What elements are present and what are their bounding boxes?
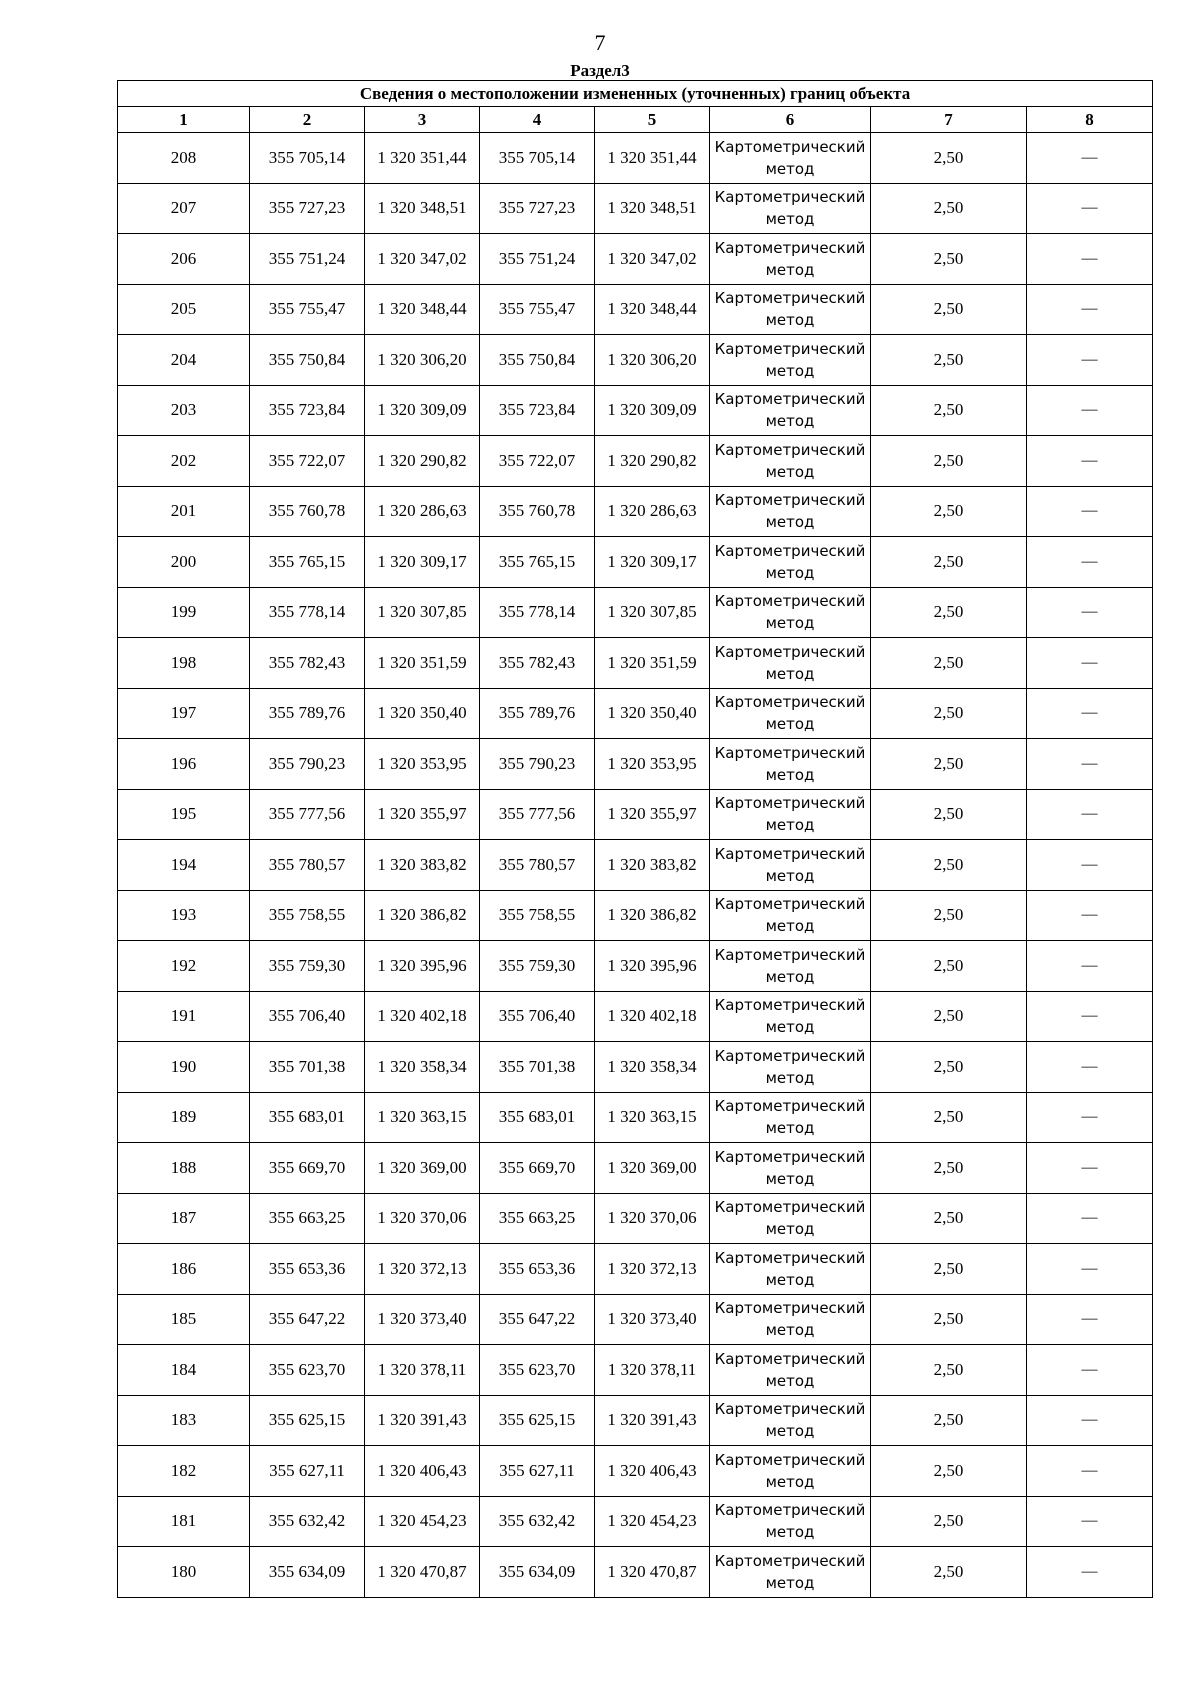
x-coordinate-new-cell: 355 750,84 [480,335,595,386]
method-cell: Картометрический метод [710,1547,871,1598]
x-coordinate-new-cell: 355 701,38 [480,1042,595,1093]
boundary-coordinates-table [117,80,1153,1598]
point-number-cell: 190 [118,1042,250,1093]
point-number-cell: 195 [118,789,250,840]
method-cell: Картометрический метод [710,1244,871,1295]
x-coordinate-cell: 355 778,14 [250,587,365,638]
x-coordinate-new-cell: 355 777,56 [480,789,595,840]
x-coordinate-new-cell: 355 683,01 [480,1092,595,1143]
x-coordinate-new-cell: 355 782,43 [480,638,595,689]
y-coordinate-cell: 1 320 470,87 [365,1547,480,1598]
accuracy-cell: 2,50 [871,133,1027,184]
point-number-cell: 200 [118,537,250,588]
y-coordinate-new-cell: 1 320 353,95 [595,739,710,790]
x-coordinate-cell: 355 625,15 [250,1395,365,1446]
x-coordinate-new-cell: 355 723,84 [480,385,595,436]
y-coordinate-cell: 1 320 286,63 [365,486,480,537]
method-cell: Картометрический метод [710,1395,871,1446]
point-number-cell: 196 [118,739,250,790]
x-coordinate-cell: 355 722,07 [250,436,365,487]
x-coordinate-new-cell: 355 751,24 [480,234,595,285]
x-coordinate-new-cell: 355 760,78 [480,486,595,537]
y-coordinate-cell: 1 320 372,13 [365,1244,480,1295]
accuracy-cell: 2,50 [871,284,1027,335]
point-number-cell: 197 [118,688,250,739]
method-cell: Картометрический метод [710,789,871,840]
x-coordinate-cell: 355 759,30 [250,941,365,992]
method-cell: Картометрический метод [710,638,871,689]
note-cell: — [1027,1294,1153,1345]
x-coordinate-new-cell: 355 778,14 [480,587,595,638]
method-cell: Картометрический метод [710,1193,871,1244]
note-cell: — [1027,436,1153,487]
table-row [118,739,1153,790]
x-coordinate-new-cell: 355 758,55 [480,890,595,941]
point-number-cell: 194 [118,840,250,891]
y-coordinate-cell: 1 320 370,06 [365,1193,480,1244]
table-row [118,789,1153,840]
x-coordinate-cell: 355 750,84 [250,335,365,386]
accuracy-cell: 2,50 [871,1345,1027,1396]
y-coordinate-new-cell: 1 320 395,96 [595,941,710,992]
point-number-cell: 201 [118,486,250,537]
x-coordinate-cell: 355 669,70 [250,1143,365,1194]
x-coordinate-cell: 355 632,42 [250,1496,365,1547]
column-number: 6 [710,107,871,133]
note-cell: — [1027,587,1153,638]
point-number-cell: 188 [118,1143,250,1194]
y-coordinate-cell: 1 320 383,82 [365,840,480,891]
x-coordinate-new-cell: 355 706,40 [480,991,595,1042]
table-row [118,1294,1153,1345]
y-coordinate-cell: 1 320 406,43 [365,1446,480,1497]
table-row [118,1395,1153,1446]
method-cell: Картометрический метод [710,183,871,234]
x-coordinate-new-cell: 355 663,25 [480,1193,595,1244]
table-row [118,1042,1153,1093]
y-coordinate-new-cell: 1 320 286,63 [595,486,710,537]
column-number: 4 [480,107,595,133]
method-cell: Картометрический метод [710,1294,871,1345]
x-coordinate-new-cell: 355 759,30 [480,941,595,992]
point-number-cell: 208 [118,133,250,184]
point-number-cell: 193 [118,890,250,941]
accuracy-cell: 2,50 [871,1496,1027,1547]
x-coordinate-cell: 355 760,78 [250,486,365,537]
table-row [118,890,1153,941]
accuracy-cell: 2,50 [871,739,1027,790]
x-coordinate-new-cell: 355 722,07 [480,436,595,487]
method-cell: Картометрический метод [710,1042,871,1093]
y-coordinate-new-cell: 1 320 454,23 [595,1496,710,1547]
column-number: 1 [118,107,250,133]
accuracy-cell: 2,50 [871,890,1027,941]
point-number-cell: 189 [118,1092,250,1143]
x-coordinate-cell: 355 751,24 [250,234,365,285]
accuracy-cell: 2,50 [871,537,1027,588]
y-coordinate-new-cell: 1 320 347,02 [595,234,710,285]
method-cell: Картометрический метод [710,133,871,184]
point-number-cell: 185 [118,1294,250,1345]
x-coordinate-new-cell: 355 669,70 [480,1143,595,1194]
y-coordinate-new-cell: 1 320 383,82 [595,840,710,891]
point-number-cell: 191 [118,991,250,1042]
note-cell: — [1027,1496,1153,1547]
point-number-cell: 192 [118,941,250,992]
note-cell: — [1027,537,1153,588]
method-cell: Картометрический метод [710,537,871,588]
accuracy-cell: 2,50 [871,1042,1027,1093]
point-number-cell: 205 [118,284,250,335]
table-row [118,436,1153,487]
x-coordinate-cell: 355 663,25 [250,1193,365,1244]
method-cell: Картометрический метод [710,941,871,992]
method-cell: Картометрический метод [710,1345,871,1396]
y-coordinate-cell: 1 320 369,00 [365,1143,480,1194]
point-number-cell: 182 [118,1446,250,1497]
note-cell: — [1027,739,1153,790]
x-coordinate-cell: 355 706,40 [250,991,365,1042]
x-coordinate-new-cell: 355 647,22 [480,1294,595,1345]
table-body [118,133,1153,1598]
y-coordinate-new-cell: 1 320 372,13 [595,1244,710,1295]
accuracy-cell: 2,50 [871,1143,1027,1194]
note-cell: — [1027,941,1153,992]
method-cell: Картометрический метод [710,991,871,1042]
note-cell: — [1027,1244,1153,1295]
accuracy-cell: 2,50 [871,234,1027,285]
x-coordinate-cell: 355 789,76 [250,688,365,739]
accuracy-cell: 2,50 [871,789,1027,840]
x-coordinate-new-cell: 355 780,57 [480,840,595,891]
point-number-cell: 204 [118,335,250,386]
table-row [118,1092,1153,1143]
y-coordinate-new-cell: 1 320 309,17 [595,537,710,588]
note-cell: — [1027,486,1153,537]
note-cell: — [1027,1092,1153,1143]
y-coordinate-cell: 1 320 347,02 [365,234,480,285]
y-coordinate-new-cell: 1 320 309,09 [595,385,710,436]
note-cell: — [1027,1345,1153,1396]
point-number-cell: 186 [118,1244,250,1295]
method-cell: Картометрический метод [710,1143,871,1194]
table-row [118,1547,1153,1598]
table-row [118,1446,1153,1497]
y-coordinate-cell: 1 320 454,23 [365,1496,480,1547]
x-coordinate-new-cell: 355 705,14 [480,133,595,184]
y-coordinate-cell: 1 320 373,40 [365,1294,480,1345]
y-coordinate-cell: 1 320 351,59 [365,638,480,689]
table-row [118,234,1153,285]
note-cell: — [1027,688,1153,739]
x-coordinate-new-cell: 355 765,15 [480,537,595,588]
y-coordinate-cell: 1 320 306,20 [365,335,480,386]
y-coordinate-new-cell: 1 320 350,40 [595,688,710,739]
note-cell: — [1027,840,1153,891]
y-coordinate-cell: 1 320 358,34 [365,1042,480,1093]
point-number-cell: 203 [118,385,250,436]
accuracy-cell: 2,50 [871,991,1027,1042]
point-number-cell: 187 [118,1193,250,1244]
method-cell: Картометрический метод [710,385,871,436]
y-coordinate-new-cell: 1 320 386,82 [595,890,710,941]
y-coordinate-new-cell: 1 320 358,34 [595,1042,710,1093]
method-cell: Картометрический метод [710,587,871,638]
y-coordinate-new-cell: 1 320 470,87 [595,1547,710,1598]
y-coordinate-cell: 1 320 378,11 [365,1345,480,1396]
point-number-cell: 207 [118,183,250,234]
column-number: 3 [365,107,480,133]
note-cell: — [1027,133,1153,184]
x-coordinate-new-cell: 355 755,47 [480,284,595,335]
note-cell: — [1027,1193,1153,1244]
y-coordinate-new-cell: 1 320 348,51 [595,183,710,234]
accuracy-cell: 2,50 [871,1294,1027,1345]
note-cell: — [1027,991,1153,1042]
method-cell: Картометрический метод [710,335,871,386]
y-coordinate-new-cell: 1 320 351,44 [595,133,710,184]
y-coordinate-new-cell: 1 320 370,06 [595,1193,710,1244]
table-row [118,284,1153,335]
y-coordinate-new-cell: 1 320 363,15 [595,1092,710,1143]
column-number: 5 [595,107,710,133]
method-cell: Картометрический метод [710,436,871,487]
method-cell: Картометрический метод [710,1092,871,1143]
x-coordinate-cell: 355 623,70 [250,1345,365,1396]
accuracy-cell: 2,50 [871,1446,1027,1497]
point-number-cell: 206 [118,234,250,285]
point-number-cell: 183 [118,1395,250,1446]
x-coordinate-cell: 355 634,09 [250,1547,365,1598]
y-coordinate-cell: 1 320 402,18 [365,991,480,1042]
x-coordinate-cell: 355 782,43 [250,638,365,689]
table-row [118,183,1153,234]
y-coordinate-cell: 1 320 391,43 [365,1395,480,1446]
x-coordinate-cell: 355 758,55 [250,890,365,941]
note-cell: — [1027,234,1153,285]
x-coordinate-cell: 355 627,11 [250,1446,365,1497]
table-row [118,991,1153,1042]
y-coordinate-cell: 1 320 290,82 [365,436,480,487]
method-cell: Картометрический метод [710,739,871,790]
table-row [118,537,1153,588]
note-cell: — [1027,1143,1153,1194]
note-cell: — [1027,1547,1153,1598]
y-coordinate-new-cell: 1 320 355,97 [595,789,710,840]
x-coordinate-cell: 355 683,01 [250,1092,365,1143]
note-cell: — [1027,284,1153,335]
note-cell: — [1027,1042,1153,1093]
table-row [118,133,1153,184]
point-number-cell: 180 [118,1547,250,1598]
point-number-cell: 202 [118,436,250,487]
accuracy-cell: 2,50 [871,436,1027,487]
column-number: 7 [871,107,1027,133]
y-coordinate-cell: 1 320 353,95 [365,739,480,790]
method-cell: Картометрический метод [710,890,871,941]
accuracy-cell: 2,50 [871,1092,1027,1143]
y-coordinate-cell: 1 320 386,82 [365,890,480,941]
method-cell: Картометрический метод [710,234,871,285]
y-coordinate-new-cell: 1 320 369,00 [595,1143,710,1194]
y-coordinate-new-cell: 1 320 290,82 [595,436,710,487]
x-coordinate-cell: 355 653,36 [250,1244,365,1295]
accuracy-cell: 2,50 [871,941,1027,992]
note-cell: — [1027,789,1153,840]
y-coordinate-cell: 1 320 307,85 [365,587,480,638]
x-coordinate-new-cell: 355 790,23 [480,739,595,790]
table-row [118,1193,1153,1244]
y-coordinate-cell: 1 320 350,40 [365,688,480,739]
y-coordinate-cell: 1 320 351,44 [365,133,480,184]
x-coordinate-cell: 355 723,84 [250,385,365,436]
table-row [118,1244,1153,1295]
y-coordinate-new-cell: 1 320 402,18 [595,991,710,1042]
method-cell: Картометрический метод [710,486,871,537]
x-coordinate-cell: 355 727,23 [250,183,365,234]
table-row [118,688,1153,739]
y-coordinate-new-cell: 1 320 306,20 [595,335,710,386]
y-coordinate-cell: 1 320 348,44 [365,284,480,335]
accuracy-cell: 2,50 [871,183,1027,234]
x-coordinate-new-cell: 355 632,42 [480,1496,595,1547]
point-number-cell: 198 [118,638,250,689]
x-coordinate-cell: 355 701,38 [250,1042,365,1093]
method-cell: Картометрический метод [710,840,871,891]
section-title: Раздел3 [570,61,630,80]
y-coordinate-cell: 1 320 363,15 [365,1092,480,1143]
y-coordinate-new-cell: 1 320 406,43 [595,1446,710,1497]
accuracy-cell: 2,50 [871,1244,1027,1295]
accuracy-cell: 2,50 [871,1395,1027,1446]
table-row [118,1143,1153,1194]
page-number: 7 [594,30,606,55]
accuracy-cell: 2,50 [871,1193,1027,1244]
x-coordinate-cell: 355 647,22 [250,1294,365,1345]
table-row [118,1496,1153,1547]
accuracy-cell: 2,50 [871,486,1027,537]
x-coordinate-cell: 355 765,15 [250,537,365,588]
table-row [118,941,1153,992]
table-row [118,1345,1153,1396]
column-number: 8 [1027,107,1153,133]
y-coordinate-new-cell: 1 320 348,44 [595,284,710,335]
x-coordinate-new-cell: 355 789,76 [480,688,595,739]
x-coordinate-new-cell: 355 653,36 [480,1244,595,1295]
table-caption: Сведения о местоположении измененных (уточненных) границ объекта [118,81,1153,107]
point-number-cell: 181 [118,1496,250,1547]
accuracy-cell: 2,50 [871,385,1027,436]
point-number-cell: 184 [118,1345,250,1396]
note-cell: — [1027,335,1153,386]
note-cell: — [1027,1395,1153,1446]
accuracy-cell: 2,50 [871,840,1027,891]
accuracy-cell: 2,50 [871,335,1027,386]
x-coordinate-cell: 355 780,57 [250,840,365,891]
method-cell: Картометрический метод [710,1446,871,1497]
y-coordinate-cell: 1 320 348,51 [365,183,480,234]
note-cell: — [1027,183,1153,234]
y-coordinate-new-cell: 1 320 391,43 [595,1395,710,1446]
method-cell: Картометрический метод [710,1496,871,1547]
x-coordinate-new-cell: 355 625,15 [480,1395,595,1446]
y-coordinate-new-cell: 1 320 351,59 [595,638,710,689]
x-coordinate-cell: 355 777,56 [250,789,365,840]
x-coordinate-new-cell: 355 623,70 [480,1345,595,1396]
x-coordinate-cell: 355 705,14 [250,133,365,184]
y-coordinate-new-cell: 1 320 373,40 [595,1294,710,1345]
table-row [118,587,1153,638]
table-row [118,638,1153,689]
note-cell: — [1027,1446,1153,1497]
x-coordinate-new-cell: 355 727,23 [480,183,595,234]
table-row [118,385,1153,436]
method-cell: Картометрический метод [710,284,871,335]
y-coordinate-cell: 1 320 309,17 [365,537,480,588]
method-cell: Картометрический метод [710,688,871,739]
note-cell: — [1027,638,1153,689]
accuracy-cell: 2,50 [871,1547,1027,1598]
y-coordinate-cell: 1 320 355,97 [365,789,480,840]
column-number-row [118,107,1153,133]
accuracy-cell: 2,50 [871,587,1027,638]
x-coordinate-cell: 355 790,23 [250,739,365,790]
x-coordinate-cell: 355 755,47 [250,284,365,335]
column-number: 2 [250,107,365,133]
y-coordinate-cell: 1 320 309,09 [365,385,480,436]
accuracy-cell: 2,50 [871,688,1027,739]
x-coordinate-new-cell: 355 627,11 [480,1446,595,1497]
y-coordinate-new-cell: 1 320 307,85 [595,587,710,638]
note-cell: — [1027,385,1153,436]
y-coordinate-new-cell: 1 320 378,11 [595,1345,710,1396]
point-number-cell: 199 [118,587,250,638]
table-row [118,486,1153,537]
note-cell: — [1027,890,1153,941]
x-coordinate-new-cell: 355 634,09 [480,1547,595,1598]
y-coordinate-cell: 1 320 395,96 [365,941,480,992]
table-row [118,335,1153,386]
table-row [118,840,1153,891]
accuracy-cell: 2,50 [871,638,1027,689]
